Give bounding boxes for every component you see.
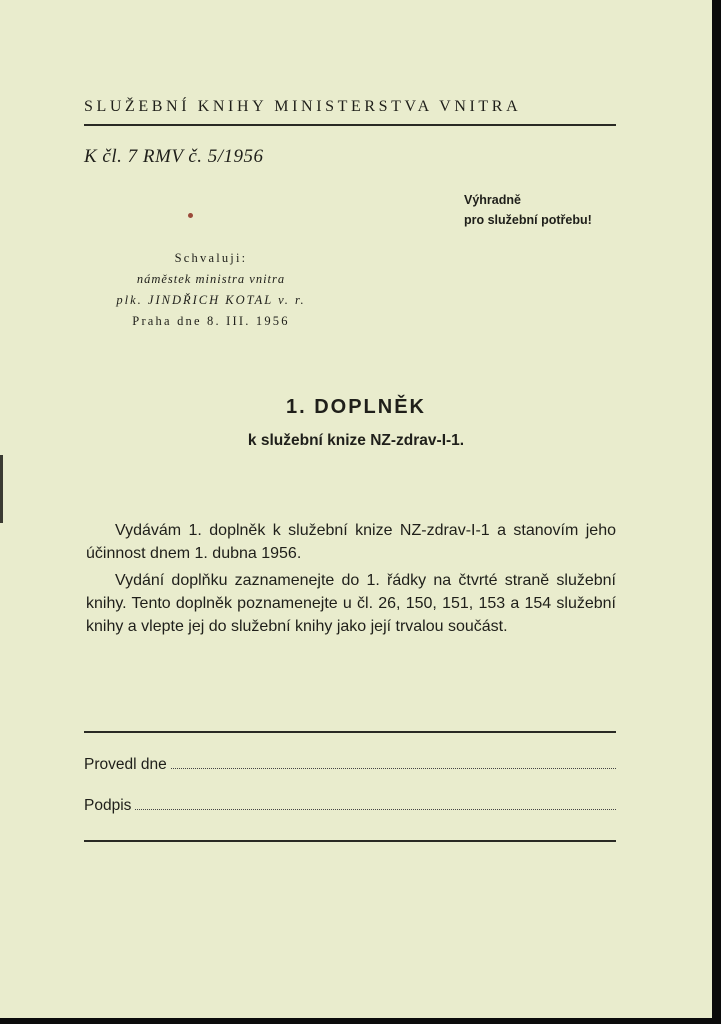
approver-name: plk. JINDŘICH KOTAL v. r. [116,293,306,307]
executed-date-label: Provedl dne [84,756,167,773]
executed-date-dotted-line [171,754,616,769]
body-paragraph-1: Vydávám 1. doplněk k služební knize NZ-zdrav-I-1 a stanovím jeho účinnost dnem 1. dubna 1956. [86,522,616,562]
bottom-rule [84,840,616,842]
middle-rule [84,731,616,733]
binding-mark [0,455,3,523]
series-title: SLUŽEBNÍ KNIHY MINISTERSTVA VNITRA [84,98,522,115]
signature-label: Podpis [84,797,132,814]
signature-field [84,795,616,817]
approval-label: Schvaluji: [174,251,248,265]
restriction-line-2: pro služební potřebu! [464,213,592,227]
executed-date-field [84,754,616,776]
document-body [86,519,616,642]
approver-role: náměstek ministra vnitra [136,272,286,286]
ink-dot [188,213,193,218]
approval-block [80,248,342,332]
restriction-notice [464,190,592,230]
top-rule [84,124,616,126]
signature-dotted-line [135,795,616,810]
approval-place-date: Praha dne 8. III. 1956 [132,314,290,328]
document-title: 1. DOPLNĚK [285,396,427,418]
restriction-line-1: Výhradně [464,193,521,207]
body-paragraph-2: Vydání doplňku zaznamenejte do 1. řádky na čtvrté straně služební knihy. Tento doplněk poznamenejte u čl. 26, 150, 151, 153 a 154 služební knihy a vlepte jej do služební knihy jako její trvalou součást. [86,572,616,635]
document-subtitle: k služební knize NZ-zdrav-I-1. [247,432,465,449]
reference-number: K čl. 7 RMV č. 5/1956 [84,146,264,167]
